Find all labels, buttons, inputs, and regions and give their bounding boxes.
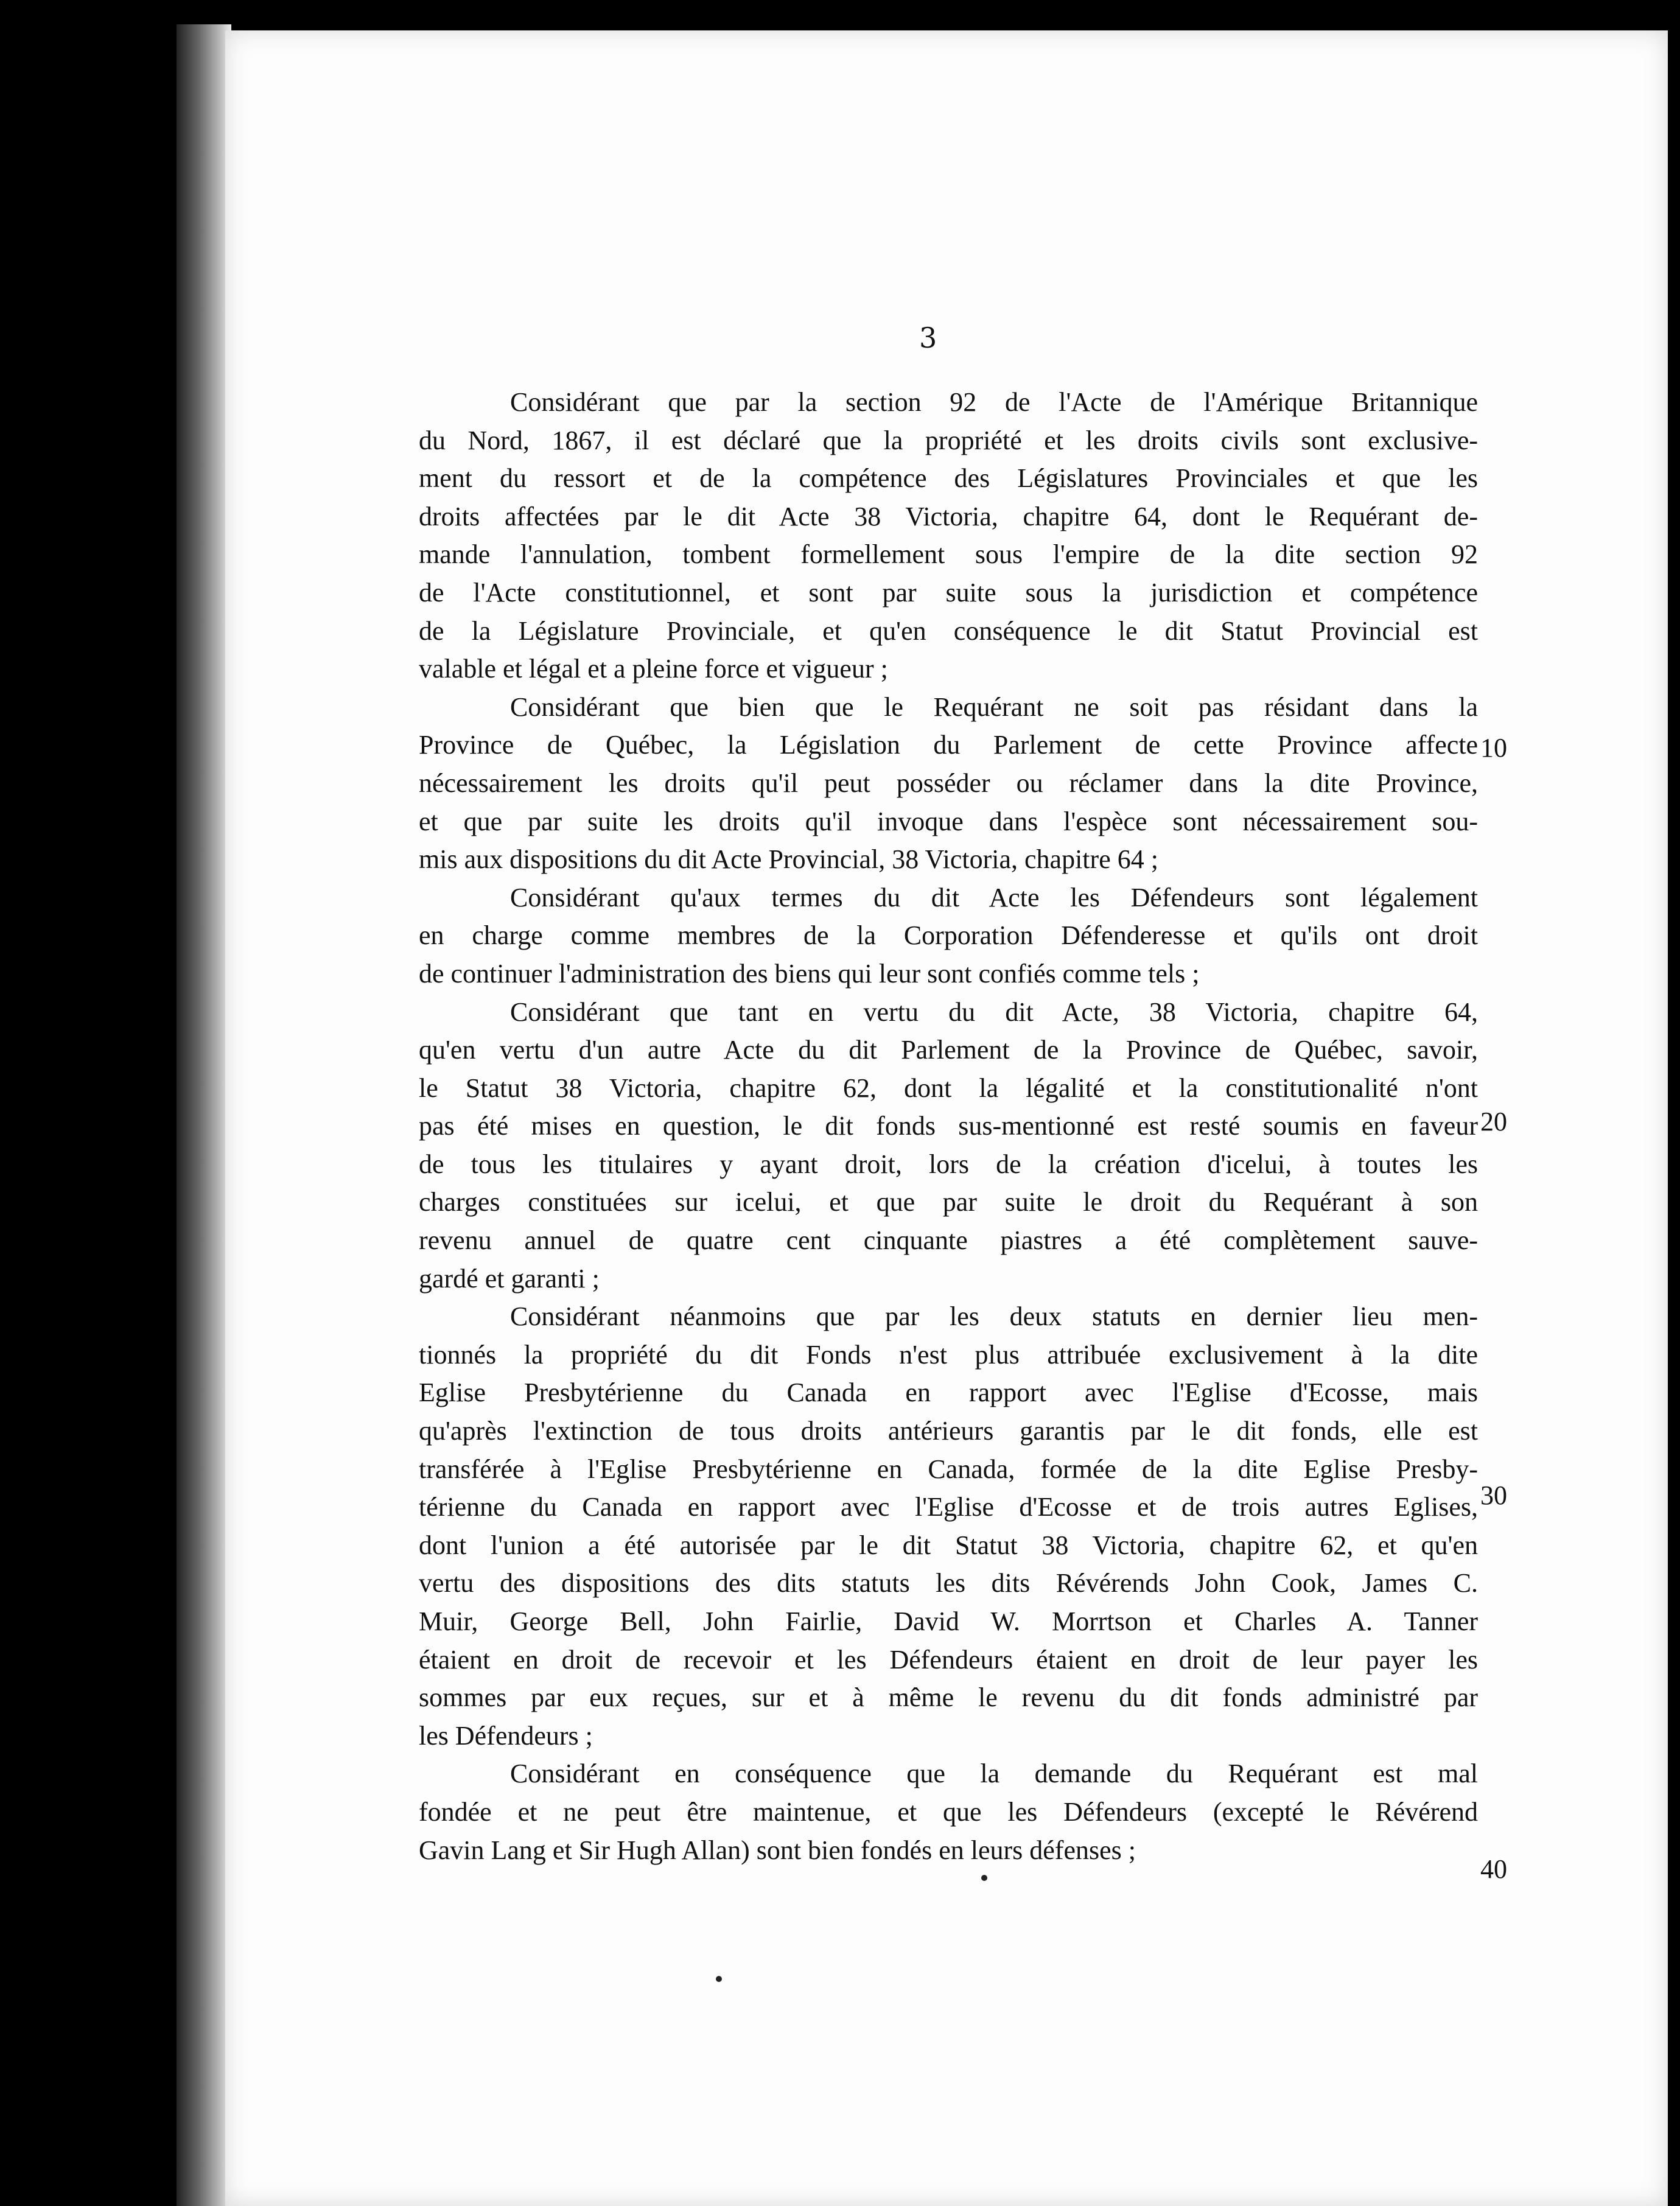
text-line: mis aux dispositions du dit Acte Provincial, 38 Victoria, chapitre 64 ; <box>419 844 1158 875</box>
text-line: de continuer l'administration des biens qui leur sont confiés comme tels ; <box>419 958 1200 989</box>
margin-line-number: 30 <box>1480 1480 1507 1510</box>
text-line: dont l'union a été autorisée par le dit Statut 38 Victoria, chapitre 62, et qu'en <box>419 1530 1478 1560</box>
text-line: pas été mises en question, le dit fonds sus-mentionné est resté soumis en faveur <box>419 1111 1478 1141</box>
text-line: et que par suite les droits qu'il invoque dans l'espèce sont nécessairement sou- <box>419 806 1478 836</box>
text-line: Considérant que par la section 92 de l'Acte de l'Amérique Britannique <box>510 387 1478 417</box>
ink-speck <box>716 1976 722 1982</box>
text-line: charges constituées sur icelui, et que par suite le droit du Requérant à son <box>419 1187 1478 1217</box>
text-line: gardé et garanti ; <box>419 1263 600 1294</box>
text-line: Eglise Presbytérienne du Canada en rapport avec l'Eglise d'Ecosse, mais <box>419 1378 1478 1408</box>
text-line: Considérant qu'aux termes du dit Acte les Défendeurs sont légalement <box>510 882 1478 912</box>
text-line: Gavin Lang et Sir Hugh Allan) sont bien fondés en leurs défenses ; <box>419 1835 1136 1865</box>
text-line: Considérant que bien que le Requérant ne soit pas résidant dans la <box>510 692 1478 722</box>
body-text <box>419 383 1478 1869</box>
text-line: les Défendeurs ; <box>419 1720 593 1751</box>
text-line: de la Législature Provinciale, et qu'en conséquence le dit Statut Provincial est <box>419 615 1478 646</box>
text-line: revenu annuel de quatre cent cinquante piastres a été complètement sauve- <box>419 1225 1478 1256</box>
text-line: Considérant que tant en vertu du dit Acte, 38 Victoria, chapitre 64, <box>510 996 1478 1027</box>
text-line: du Nord, 1867, il est déclaré que la propriété et les droits civils sont exclusive- <box>419 425 1478 455</box>
text-line: mande l'annulation, tombent formellement sous l'empire de la dite section 92 <box>419 539 1478 570</box>
text-line: de tous les titulaires y ayant droit, lors de la création d'icelui, à toutes les <box>419 1149 1478 1179</box>
text-line: en charge comme membres de la Corporation Défenderesse et qu'ils ont droit <box>419 920 1478 951</box>
text-line: sommes par eux reçues, sur et à même le revenu du dit fonds administré par <box>419 1683 1478 1713</box>
page-number: 3 <box>919 321 937 354</box>
ink-speck <box>981 1875 987 1881</box>
text-line: térienne du Canada en rapport avec l'Eglise d'Ecosse et de trois autres Eglises, <box>419 1492 1478 1522</box>
text-line: Province de Québec, la Législation du Parlement de cette Province affecte <box>419 730 1478 760</box>
text-line: le Statut 38 Victoria, chapitre 62, dont la légalité et la constitutionalité n'ont <box>419 1073 1478 1103</box>
text-line: valable et légal et a pleine force et vigueur ; <box>419 654 888 684</box>
text-line: nécessairement les droits qu'il peut posséder ou réclamer dans la dite Province, <box>419 768 1478 798</box>
text-line: fondée et ne peut être maintenue, et que les Défendeurs (excepté le Révérend <box>419 1796 1478 1827</box>
text-line: Muir, George Bell, John Fairlie, David W. Morrtson et Charles A. Tanner <box>419 1606 1478 1636</box>
margin-line-number: 40 <box>1480 1854 1507 1884</box>
book-spine-shadow <box>177 24 231 2206</box>
margin-line-number: 20 <box>1480 1107 1507 1136</box>
text-line: ment du ressort et de la compétence des Législatures Provinciales et que les <box>419 463 1478 494</box>
text-line: qu'après l'extinction de tous droits antérieurs garantis par le dit fonds, elle est <box>419 1416 1478 1446</box>
text-line: transférée à l'Eglise Presbytérienne en Canada, formée de la dite Eglise Presby- <box>419 1454 1478 1484</box>
text-line: Considérant en conséquence que la demande du Requérant est mal <box>510 1759 1478 1789</box>
text-line: vertu des dispositions des dits statuts les dits Révérends John Cook, James C. <box>419 1568 1478 1598</box>
text-line: étaient en droit de recevoir et les Défendeurs étaient en droit de leur payer les <box>419 1644 1478 1675</box>
text-line: de l'Acte constitutionnel, et sont par suite sous la jurisdiction et compétence <box>419 577 1478 608</box>
margin-line-number: 10 <box>1480 733 1507 763</box>
text-line: qu'en vertu d'un autre Acte du dit Parlement de la Province de Québec, savoir, <box>419 1035 1478 1065</box>
text-line: Considérant néanmoins que par les deux statuts en dernier lieu men- <box>510 1301 1478 1332</box>
text-line: droits affectées par le dit Acte 38 Victoria, chapitre 64, dont le Requérant de- <box>419 501 1478 531</box>
text-line: tionnés la propriété du dit Fonds n'est plus attribuée exclusivement à la dite <box>419 1339 1478 1370</box>
